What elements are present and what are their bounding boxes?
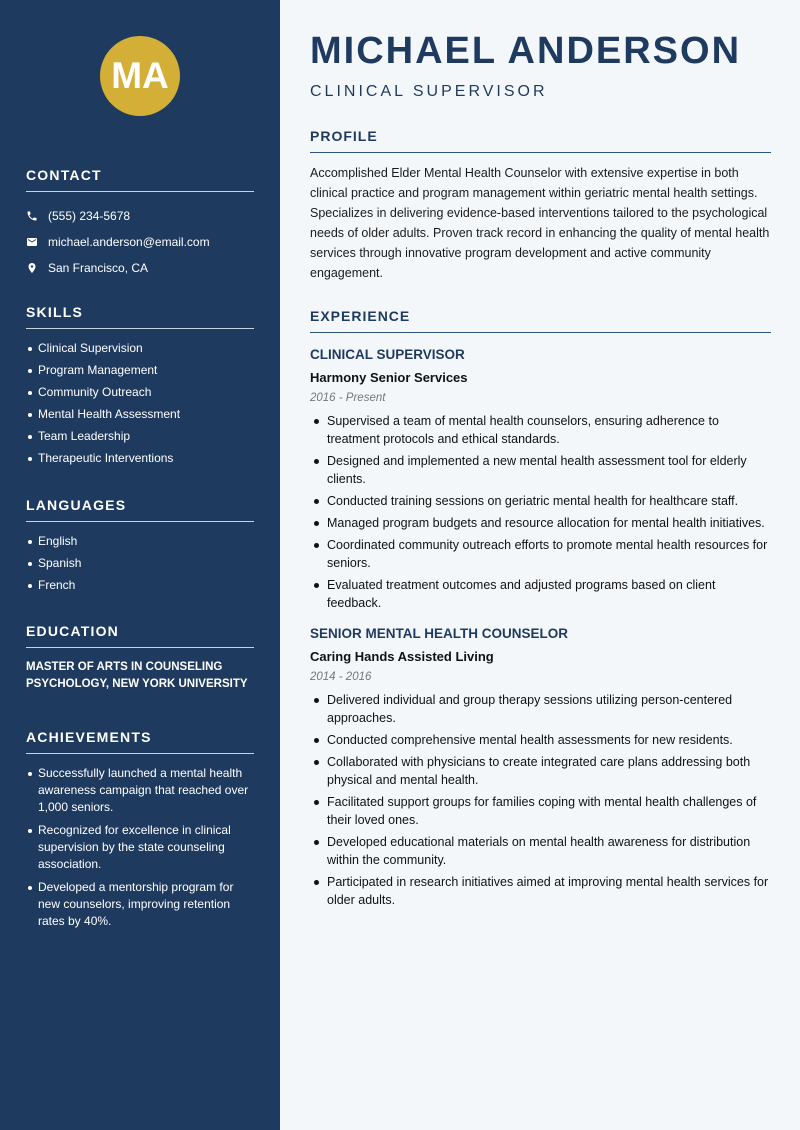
contact-phone	[26, 203, 254, 229]
job-company: Harmony Senior Services	[310, 370, 468, 385]
avatar-initials: MA	[111, 55, 169, 96]
job-bullets	[310, 412, 771, 612]
job-title: CLINICAL SUPERVISOR	[310, 347, 465, 362]
job-bullet: Participated in research initiatives aimed at improving mental health services for older adults.	[310, 873, 771, 909]
contact-phone-text: (555) 234-5678	[48, 209, 131, 223]
experience-section	[310, 308, 771, 913]
location-pin-icon	[26, 262, 38, 274]
person-title: CLINICAL SUPERVISOR	[310, 83, 548, 100]
job-dates: 2014 - 2016	[310, 671, 372, 683]
skills-section	[26, 304, 254, 472]
sidebar	[0, 0, 280, 1130]
job-bullet: Coordinated community outreach efforts to promote mental health resources for seniors.	[310, 536, 771, 572]
job-bullet: Conducted training sessions on geriatric mental health for healthcare staff.	[310, 492, 771, 510]
languages-section	[26, 497, 254, 599]
job-bullet: Supervised a team of mental health counselors, ensuring adherence to treatment protocols and ethical standards.	[310, 412, 771, 448]
languages-heading: LANGUAGES	[26, 497, 254, 522]
achievements-list	[26, 765, 254, 930]
languages-list	[26, 533, 254, 594]
job-bullet: Developed educational materials on mental health awareness for distribution within the community.	[310, 833, 771, 869]
job-bullet: Facilitated support groups for families coping with mental health challenges of their loved ones.	[310, 793, 771, 829]
language-item: English	[26, 533, 254, 550]
education-heading: EDUCATION	[26, 623, 254, 648]
job-bullet: Designed and implemented a new mental health assessment tool for elderly clients.	[310, 452, 771, 488]
phone-icon	[26, 210, 38, 222]
profile-heading: PROFILE	[310, 128, 771, 153]
profile-section	[310, 128, 771, 283]
contact-section	[26, 167, 254, 281]
contact-heading: CONTACT	[26, 167, 254, 192]
job-bullet: Delivered individual and group therapy sessions utilizing person-centered approaches.	[310, 691, 771, 727]
contact-location-text: San Francisco, CA	[48, 261, 149, 275]
skill-item: Clinical Supervision	[26, 340, 254, 357]
skill-item: Therapeutic Interventions	[26, 450, 254, 467]
achievements-section	[26, 729, 254, 936]
job-bullet: Evaluated treatment outcomes and adjusted programs based on client feedback.	[310, 576, 771, 612]
skill-item: Team Leadership	[26, 428, 254, 445]
contact-email	[26, 229, 254, 255]
job-bullet: Collaborated with physicians to create integrated care plans addressing both physical and mental health.	[310, 753, 771, 789]
email-icon	[26, 236, 38, 248]
education-section	[26, 623, 254, 693]
achievement-item: Successfully launched a mental health awareness campaign that reached over 1,000 seniors.	[26, 765, 254, 816]
skills-list	[26, 340, 254, 467]
job-entry	[310, 626, 771, 909]
job-dates: 2016 - Present	[310, 392, 386, 404]
job-entry	[310, 347, 771, 612]
language-item: Spanish	[26, 555, 254, 572]
person-name: MICHAEL ANDERSON	[310, 30, 742, 72]
achievement-item: Developed a mentorship program for new counselors, improving retention rates by 40%.	[26, 879, 254, 930]
profile-text: Accomplished Elder Mental Health Counselor with extensive expertise in both clinical practice and program management within geriatric mental health settings. Specializes in delivering evidence-based interventions tailored to the psychological needs of older adults. Proven track record in enhancing the quality of mental health services through innovative program development and active community engagement.	[310, 166, 770, 280]
achievement-item: Recognized for excellence in clinical supervision by the state counseling association.	[26, 822, 254, 873]
contact-email-text: michael.anderson@email.com	[48, 235, 210, 249]
skill-item: Community Outreach	[26, 384, 254, 401]
job-title: SENIOR MENTAL HEALTH COUNSELOR	[310, 626, 569, 641]
achievements-heading: ACHIEVEMENTS	[26, 729, 254, 754]
job-bullets	[310, 691, 771, 909]
avatar	[100, 36, 180, 116]
job-bullet: Managed program budgets and resource allocation for mental health initiatives.	[310, 514, 771, 532]
education-entry: MASTER OF ARTS IN COUNSELING PSYCHOLOGY, NEW YORK UNIVERSITY	[26, 661, 248, 690]
language-item: French	[26, 577, 254, 594]
contact-location	[26, 255, 254, 281]
skills-heading: SKILLS	[26, 304, 254, 329]
job-bullet: Conducted comprehensive mental health assessments for new residents.	[310, 731, 771, 749]
experience-heading: EXPERIENCE	[310, 308, 771, 333]
job-company: Caring Hands Assisted Living	[310, 649, 494, 664]
skill-item: Mental Health Assessment	[26, 406, 254, 423]
skill-item: Program Management	[26, 362, 254, 379]
